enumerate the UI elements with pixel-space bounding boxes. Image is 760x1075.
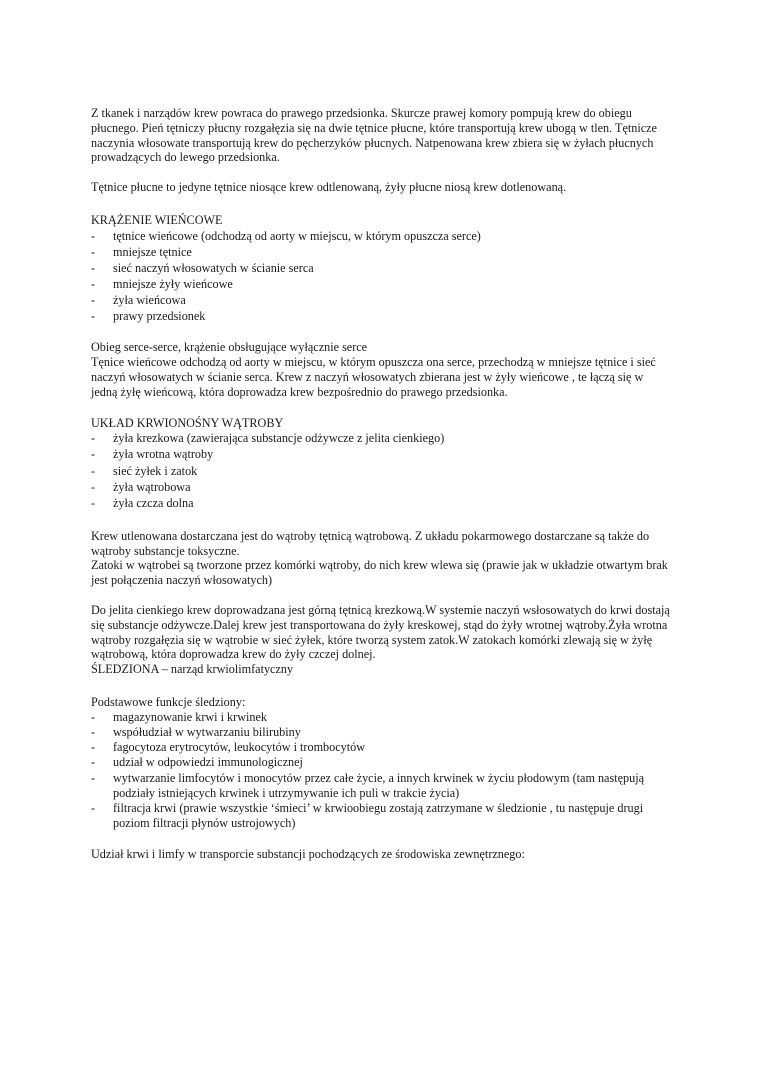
- document-page: [91, 106, 671, 862]
- list-item: - żyła czcza dolna: [91, 495, 671, 511]
- liver-paragraph-2: Zatoki w wątrobei są tworzone przez komórki wątroby, do nich krew wlewa się (prawie jak w układzie otwartym brak jest połączenia naczyń włosowatych): [91, 558, 668, 588]
- list-item: - mniejsze tętnice: [91, 244, 671, 260]
- spleen-intro: Podstawowe funkcje śledziony:: [91, 694, 246, 709]
- list-item: - magazynowanie krwi i krwinek: [91, 710, 671, 725]
- list-item: - żyła wątrobowa: [91, 479, 671, 495]
- liver-paragraph-1: Krew utlenowana dostarczana jest do wątroby tętnicą wątrobową. Z układu pokarmowego dostarczane są także do wątroby substancje toksyczne.: [91, 528, 650, 558]
- liver-paragraph-3: Do jelita cienkiego krew doprowadzana jest górną tętnicą krezkową.W systemie naczyń wsłosowatych do krwi dostają się substancje odżywcze.Dalej krew jest transportowana do żyły kreskowej, stąd do żyły wrotnej wątroby.Żyła wrotna wątroby rozgałęzia się w wątrobie w sieć żyłek, które tworzą system zatok.W zatokach komórki zlewają się w żyłę wątrobową, która doprowadza krew do żyły czczej dolnej.: [91, 602, 670, 662]
- liver-list: [91, 430, 671, 510]
- list-item: - filtracja krwi (prawie wszystkie ‘śmieci’ w krwioobiegu zostają zatrzymane w śledzionie , tu następuje drugi poziom filtracji płynów ustrojowych): [91, 801, 671, 831]
- spleen-heading: ŚLEDZIONA – narząd krwiolimfatyczny: [91, 662, 294, 677]
- pulmonary-note: Tętnice płucne to jedyne tętnice niosące krew odtlenowaną, żyły płucne niosą krew dotlenowaną.: [91, 180, 567, 195]
- list-item: - mniejsze żyły wieńcowe: [91, 276, 671, 292]
- list-item: - udział w odpowiedzi immunologicznej: [91, 755, 671, 770]
- list-item: - prawy przedsionek: [91, 308, 671, 324]
- list-item: - wytwarzanie limfocytów i monocytów przez całe życie, a innych krwinek w życiu płodowym (tam następują podziały istniejących krwinek i utrzymywanie ich puli w trakcie życia): [91, 771, 671, 801]
- final-paragraph: Udział krwi i limfy w transporcie substancji pochodzących ze środowiska zewnętrznego:: [91, 847, 525, 862]
- list-item: - żyła wieńcowa: [91, 292, 671, 308]
- spleen-list: [91, 710, 671, 832]
- list-item: - sieć naczyń włosowatych w ścianie serca: [91, 260, 671, 276]
- coronary-list: [91, 228, 671, 325]
- coronary-note-2: Tęnice wieńcowe odchodzą od aorty w miejscu, w którym opuszcza ona serce, przechodzą w mniejsze tętnice i sieć naczyń włosowatych w ścianie serca. Krew z naczyń włosowatych zbierana jest w żyły wieńcowe , te łączą się w jedną żyłę wieńcową, która doprowadza krew bezpośrednio do prawego przedsionka.: [91, 355, 656, 399]
- coronary-note-1: Obieg serce-serce, krążenie obsługujące wyłącznie serce: [91, 340, 368, 355]
- list-item: - fagocytoza erytrocytów, leukocytów i trombocytów: [91, 740, 671, 755]
- liver-heading: UKŁAD KRWIONOŚNY WĄTROBY: [91, 415, 284, 430]
- list-item: - żyła krezkowa (zawierająca substancje odżywcze z jelita cienkiego): [91, 430, 671, 446]
- list-item: - współudział w wytwarzaniu bilirubiny: [91, 725, 671, 740]
- list-item: - tętnice wieńcowe (odchodzą od aorty w miejscu, w którym opuszcza serce): [91, 228, 671, 244]
- list-item: - żyła wrotna wątroby: [91, 446, 671, 462]
- list-item: - sieć żyłek i zatok: [91, 463, 671, 479]
- coronary-heading: KRĄŻENIE WIEŃCOWE: [91, 212, 223, 227]
- intro-paragraph: Z tkanek i narządów krew powraca do prawego przedsionka. Skurcze prawej komory pompują krew do obiegu płucnego. Pień tętniczy płucny rozgałęzia się na dwie tętnice płucne, które transportują krew ubogą w tlen. Tętnicze naczynia włosowate transportują krew do pęcherzyków płucnych. Natpenowana krew zbiera się w żyłach płucnych prowadzących do lewego przedsionka.: [91, 106, 657, 165]
